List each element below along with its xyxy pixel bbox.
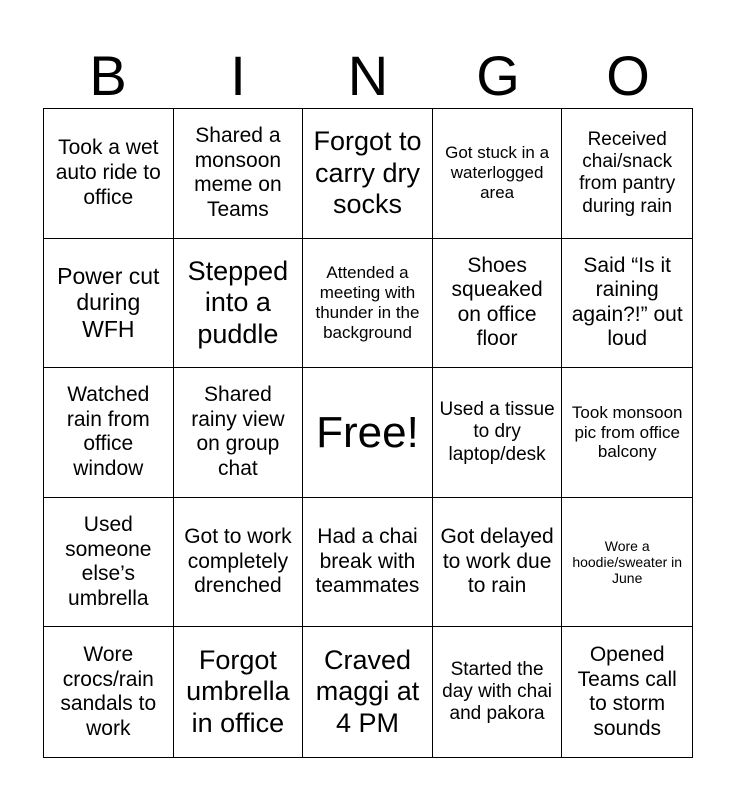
bingo-cell[interactable] (303, 109, 433, 239)
bingo-cell-text: Got stuck in a waterlogged area (445, 143, 550, 203)
bingo-cell[interactable] (433, 109, 563, 239)
bingo-cell[interactable] (44, 109, 174, 239)
bingo-cell[interactable] (174, 627, 304, 757)
bingo-cell-text: Received chai/snack from pantry during rain (579, 128, 676, 217)
title-letter-b: B (89, 44, 127, 107)
bingo-cell[interactable] (303, 239, 433, 369)
bingo-cell[interactable] (562, 498, 692, 628)
bingo-cell-text: Watched rain from office window (66, 383, 150, 481)
bingo-cell-text: Used a tissue to dry laptop/desk (439, 399, 555, 465)
bingo-cell-text: Shared rainy view on group chat (191, 383, 285, 481)
bingo-cell-text: Got to work completely drenched (184, 525, 292, 598)
title-letter-g: G (476, 44, 520, 107)
bingo-cell[interactable] (44, 498, 174, 628)
bingo-cell-text: Got delayed to work due to rain (440, 525, 554, 598)
bingo-cell[interactable] (44, 239, 174, 369)
bingo-cell-text: Had a chai break with teammates (315, 525, 420, 598)
bingo-cell[interactable] (562, 627, 692, 757)
bingo-cell[interactable] (433, 627, 563, 757)
bingo-cell[interactable] (303, 627, 433, 757)
title-letter-o: O (606, 44, 650, 107)
title-letter-i: I (230, 44, 246, 107)
bingo-cell[interactable] (433, 368, 563, 498)
bingo-title (43, 44, 693, 108)
bingo-cell-text: Stepped into a puddle (187, 255, 289, 349)
bingo-cell-text: Shared a monsoon meme on Teams (194, 124, 282, 221)
bingo-cell[interactable] (433, 498, 563, 628)
bingo-cell-text: Started the day with chai and pakora (442, 658, 553, 725)
bingo-cell[interactable] (562, 239, 692, 369)
bingo-cell[interactable] (44, 368, 174, 498)
bingo-cell[interactable] (44, 627, 174, 757)
bingo-cell-text: Craved maggi at 4 PM (315, 644, 420, 738)
bingo-cell[interactable] (562, 109, 692, 239)
bingo-cell[interactable] (433, 239, 563, 369)
bingo-cell-text: Power cut during WFH (57, 262, 160, 343)
bingo-cell[interactable] (174, 498, 304, 628)
bingo-cell-text: Forgot umbrella in office (186, 644, 290, 738)
bingo-cell[interactable] (174, 368, 304, 498)
bingo-cell-free[interactable] (303, 368, 433, 498)
bingo-cell-text: Took a wet auto ride to office (55, 136, 161, 209)
bingo-cell-text: Used someone else’s umbrella (65, 512, 152, 610)
bingo-cell-text: Opened Teams call to storm sounds (577, 643, 677, 740)
bingo-cell[interactable] (174, 239, 304, 369)
bingo-cell[interactable] (303, 498, 433, 628)
bingo-cell-text: Forgot to carry dry socks (313, 125, 422, 220)
bingo-cell-text: Wore crocs/rain sandals to work (60, 643, 157, 740)
bingo-cell[interactable] (562, 368, 692, 498)
bingo-cell-text: Attended a meeting with thunder in the background (315, 263, 420, 342)
bingo-grid (43, 108, 693, 758)
title-letter-n: N (347, 44, 389, 107)
bingo-cell-text: Shoes squeaked on office floor (451, 253, 543, 351)
bingo-cell-text: Took monsoon pic from office balcony (571, 402, 683, 462)
free-space-text: Free! (316, 407, 419, 457)
bingo-cell-text: Wore a hoodie/sweater in June (572, 537, 683, 587)
bingo-cell-text: Said “Is it raining again?!” out loud (571, 253, 683, 351)
bingo-cell[interactable] (174, 109, 304, 239)
